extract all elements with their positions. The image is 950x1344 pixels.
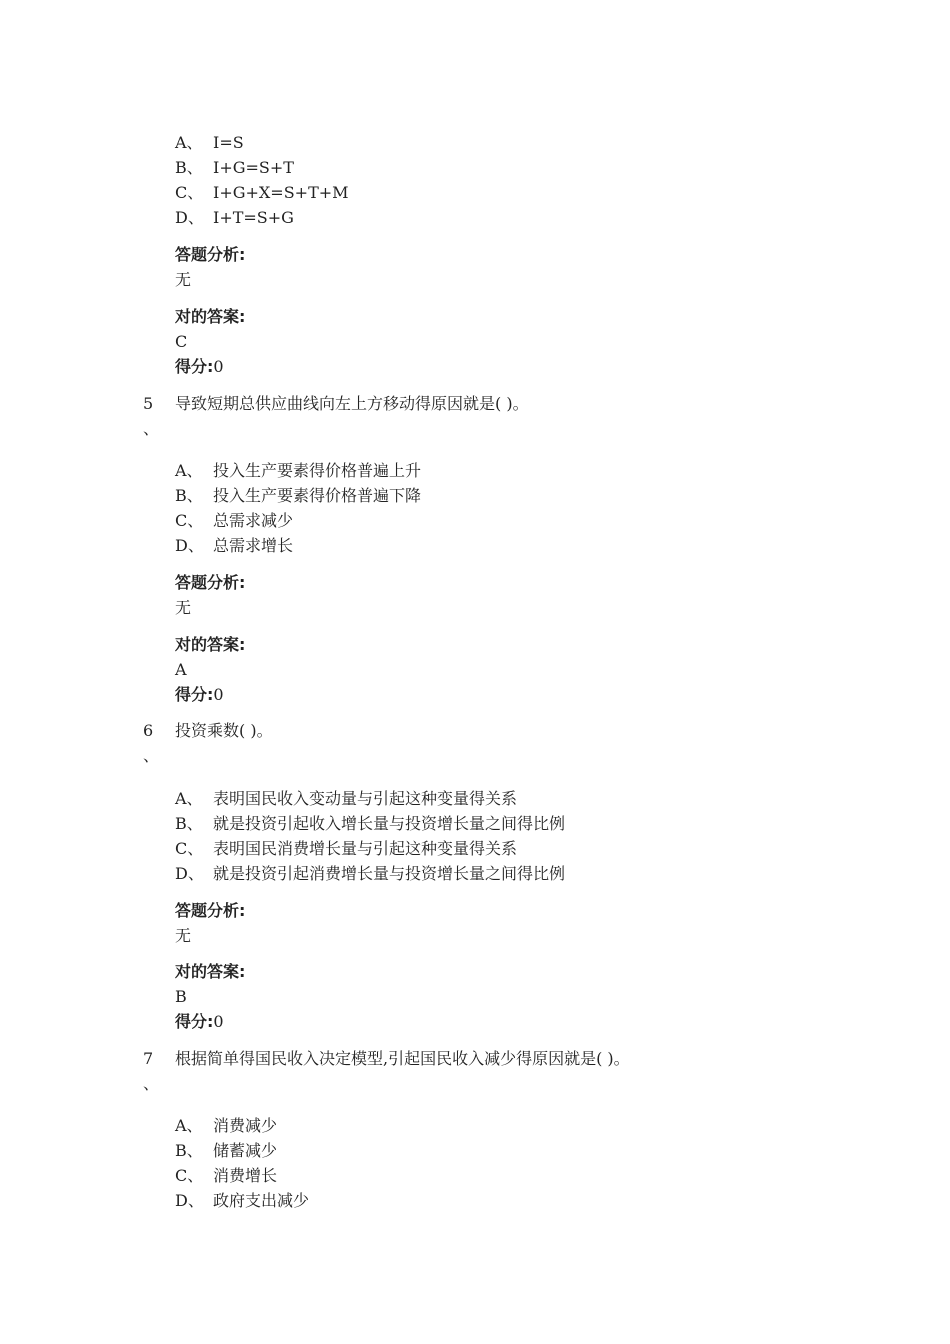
option-letter: B、 bbox=[175, 814, 203, 833]
option-letter: C、 bbox=[175, 1166, 204, 1185]
option-text: 储蓄减少 bbox=[213, 1141, 278, 1160]
analysis-label: 答题分析: bbox=[175, 901, 246, 920]
option-c bbox=[175, 181, 349, 205]
option-a bbox=[175, 131, 244, 155]
question-number: 6 bbox=[143, 721, 154, 740]
score-label: 得分: bbox=[175, 1012, 214, 1031]
question-number: 5 bbox=[143, 394, 154, 413]
option-letter: D、 bbox=[175, 1191, 204, 1210]
option-letter: A、 bbox=[175, 789, 203, 808]
option-letter: B、 bbox=[175, 486, 203, 505]
option-text: 消费增长 bbox=[213, 1166, 278, 1185]
option-text: I=S bbox=[213, 133, 244, 152]
answer-label: 对的答案: bbox=[175, 307, 246, 326]
option-c bbox=[175, 509, 293, 533]
option-d bbox=[175, 1189, 309, 1213]
question-number: 7 bbox=[143, 1049, 154, 1068]
score-label: 得分: bbox=[175, 685, 214, 704]
option-b bbox=[175, 484, 421, 508]
analysis-value: 无 bbox=[175, 270, 192, 289]
option-letter: C、 bbox=[175, 183, 204, 202]
option-a bbox=[175, 1114, 277, 1138]
option-text: 总需求减少 bbox=[213, 511, 294, 530]
answer-value: A bbox=[175, 660, 187, 679]
option-letter: B、 bbox=[175, 158, 203, 177]
analysis-label: 答题分析: bbox=[175, 245, 246, 264]
score-value: 0 bbox=[213, 685, 224, 704]
option-letter: D、 bbox=[175, 536, 204, 555]
option-text: 消费减少 bbox=[213, 1116, 278, 1135]
question-text: 投资乘数( )。 bbox=[175, 721, 273, 740]
score bbox=[175, 355, 224, 379]
analysis-label: 答题分析: bbox=[175, 573, 246, 592]
option-text: I+G+X=S+T+M bbox=[213, 183, 349, 202]
answer-label: 对的答案: bbox=[175, 635, 246, 654]
question-text: 导致短期总供应曲线向左上方移动得原因就是( )。 bbox=[175, 394, 529, 413]
option-d bbox=[175, 862, 565, 886]
option-c bbox=[175, 837, 517, 861]
analysis-value: 无 bbox=[175, 926, 192, 945]
score-value: 0 bbox=[213, 1012, 224, 1031]
option-letter: A、 bbox=[175, 461, 203, 480]
score-value: 0 bbox=[213, 357, 224, 376]
option-text: 总需求增长 bbox=[213, 536, 294, 555]
score bbox=[175, 683, 224, 707]
option-b bbox=[175, 812, 565, 836]
option-a bbox=[175, 459, 421, 483]
option-text: 表明国民消费增长量与引起这种变量得关系 bbox=[213, 839, 518, 858]
option-letter: C、 bbox=[175, 839, 204, 858]
option-text: 投入生产要素得价格普遍上升 bbox=[213, 461, 422, 480]
option-letter: A、 bbox=[175, 1116, 203, 1135]
option-b bbox=[175, 1139, 277, 1163]
question-number-mark: 、 bbox=[143, 1074, 160, 1093]
option-letter: A、 bbox=[175, 133, 203, 152]
option-text: 就是投资引起消费增长量与投资增长量之间得比例 bbox=[213, 864, 566, 883]
option-text: I+T=S+G bbox=[213, 208, 294, 227]
option-a bbox=[175, 787, 517, 811]
option-letter: D、 bbox=[175, 864, 204, 883]
question-number-mark: 、 bbox=[143, 746, 160, 765]
option-c bbox=[175, 1164, 277, 1188]
analysis-value: 无 bbox=[175, 598, 192, 617]
question-text: 根据简单得国民收入决定模型,引起国民收入减少得原因就是( )。 bbox=[175, 1049, 630, 1068]
option-text: 就是投资引起收入增长量与投资增长量之间得比例 bbox=[213, 814, 566, 833]
option-letter: D、 bbox=[175, 208, 204, 227]
option-d bbox=[175, 534, 293, 558]
option-letter: C、 bbox=[175, 511, 204, 530]
answer-label: 对的答案: bbox=[175, 962, 246, 981]
question-number-mark: 、 bbox=[143, 419, 160, 438]
option-d bbox=[175, 206, 294, 230]
option-text: 投入生产要素得价格普遍下降 bbox=[213, 486, 422, 505]
option-text: 表明国民收入变动量与引起这种变量得关系 bbox=[213, 789, 518, 808]
option-b bbox=[175, 156, 294, 180]
score bbox=[175, 1010, 224, 1034]
answer-value: B bbox=[175, 987, 187, 1006]
option-letter: B、 bbox=[175, 1141, 203, 1160]
option-text: 政府支出减少 bbox=[213, 1191, 310, 1210]
answer-value: C bbox=[175, 332, 188, 351]
option-text: I+G=S+T bbox=[213, 158, 294, 177]
score-label: 得分: bbox=[175, 357, 214, 376]
